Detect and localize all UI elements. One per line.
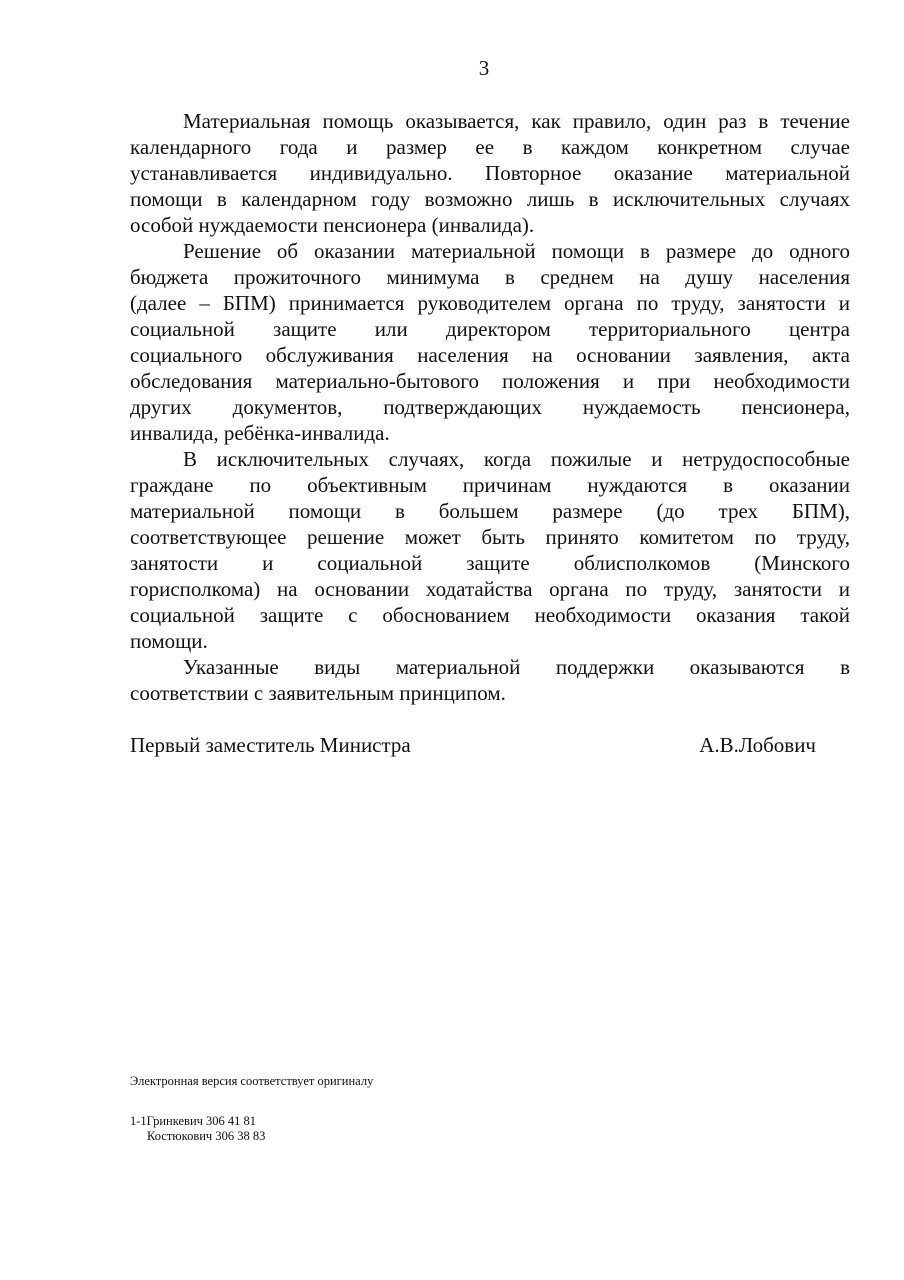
contact-line: Костюкович 306 38 83 <box>147 1129 266 1143</box>
text-line: социальной защите с обоснованием необходимости оказания такой <box>130 603 850 627</box>
text-line: (далее – БПМ) принимается руководителем органа по труду, занятости и <box>130 291 850 315</box>
document-body <box>130 108 850 706</box>
paragraph <box>130 108 850 238</box>
text-line: особой нуждаемости пенсионера (инвалида). <box>130 213 535 237</box>
signature-block <box>130 733 816 758</box>
page-number: 3 <box>478 56 490 80</box>
text-line: устанавливается индивидуально. Повторное оказание материальной <box>130 161 850 185</box>
text-line: материальной помощи в большем размере (до трех БПМ), <box>130 499 850 523</box>
text-line: календарного года и размер ее в каждом конкретном случае <box>130 135 850 159</box>
text-line: обследования материально-бытового положения и при необходимости <box>130 369 850 393</box>
paragraph <box>130 654 850 706</box>
contact-line: 1-1Гринкевич 306 41 81 <box>130 1114 257 1128</box>
electronic-version-note: Электронная версия соответствует оригиналу <box>130 1074 374 1088</box>
text-line: Указанные виды материальной поддержки оказываются в <box>183 655 850 679</box>
text-line: Решение об оказании материальной помощи в размере до одного <box>183 239 850 263</box>
text-line: социального обслуживания населения на основании заявления, акта <box>130 343 850 367</box>
text-line: В исключительных случаях, когда пожилые и нетрудоспособные <box>183 447 850 471</box>
signatory-name: А.В.Лобович <box>699 733 816 757</box>
text-line: помощи в календарном году возможно лишь в исключительных случаях <box>130 187 850 211</box>
text-line: помощи. <box>130 629 208 653</box>
signatory-position: Первый заместитель Министра <box>130 733 411 757</box>
text-line: других документов, подтверждающих нуждаемость пенсионера, <box>130 395 850 419</box>
text-line: соответствии с заявительным принципом. <box>130 681 506 705</box>
paragraph <box>130 446 850 654</box>
paragraph <box>130 238 850 446</box>
text-line: граждане по объективным причинам нуждаются в оказании <box>130 473 850 497</box>
text-line: социальной защите или директором территориального центра <box>130 317 850 341</box>
text-line: Материальная помощь оказывается, как правило, один раз в течение <box>183 109 850 133</box>
text-line: занятости и социальной защите облисполкомов (Минского <box>130 551 850 575</box>
text-line: инвалида, ребёнка-инвалида. <box>130 421 390 445</box>
contacts <box>130 1114 265 1144</box>
text-line: бюджета прожиточного минимума в среднем на душу населения <box>130 265 850 289</box>
text-line: соответствующее решение может быть принято комитетом по труду, <box>130 525 850 549</box>
text-line: горисполкома) на основании ходатайства органа по труду, занятости и <box>130 577 850 601</box>
